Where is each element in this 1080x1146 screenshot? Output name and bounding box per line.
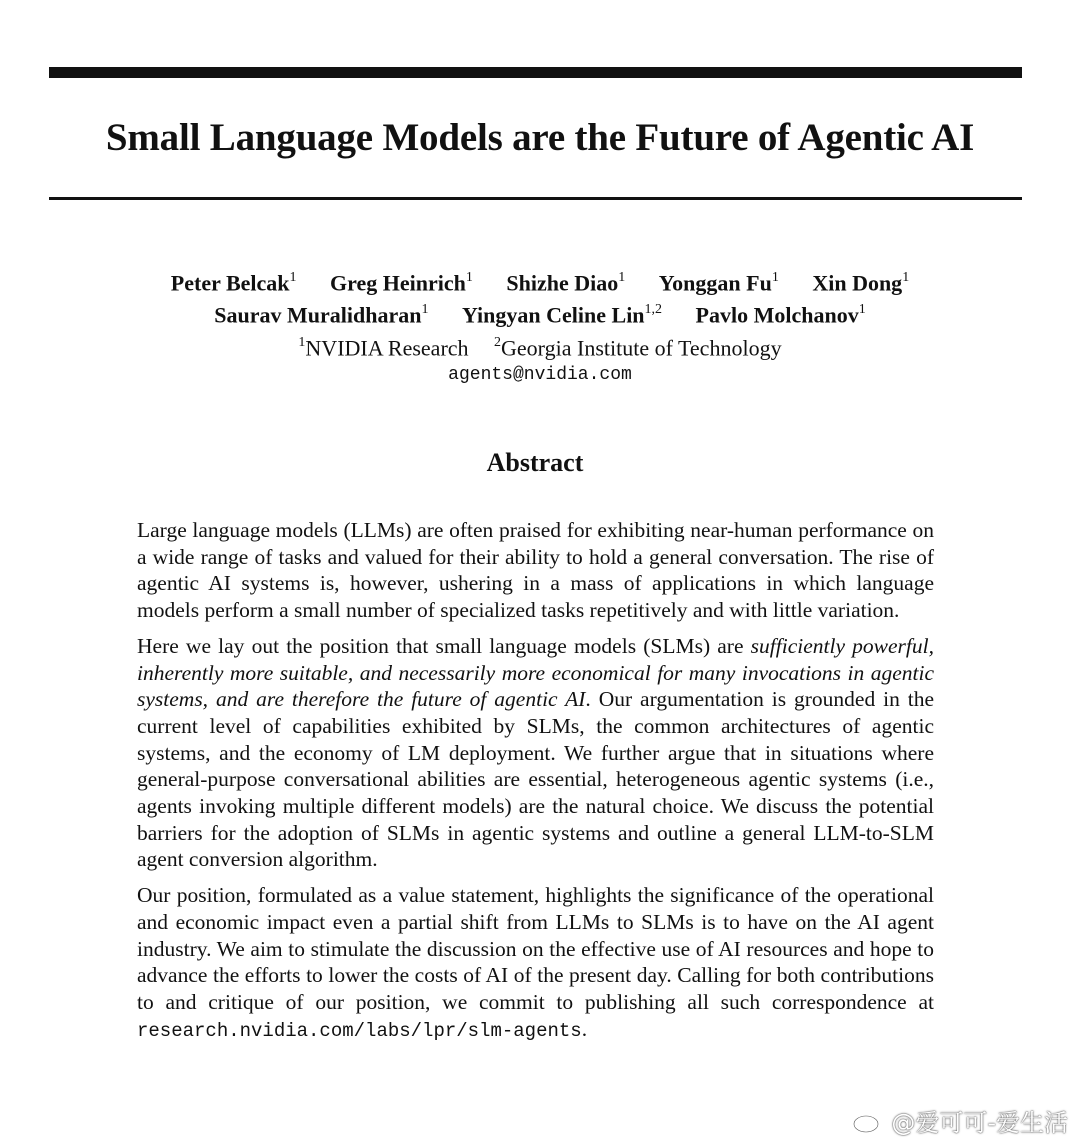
- contact-email[interactable]: agents@nvidia.com: [448, 364, 632, 385]
- abstract-paragraph-1: Large language models (LLMs) are often praised for exhibiting near-human performance on a wide range of tasks and valued for their ability to hold a general conversation. The rise of agentic AI systems is, however, ushering in a mass of applications in which language models perform a small number of specialized tasks repetitively and with little variation.: [137, 518, 934, 623]
- abstract-body: [137, 517, 934, 1053]
- author-name: Xin Dong$^1$: [812, 270, 910, 296]
- watermark-text: @爱可可-爱生活: [891, 1109, 1068, 1137]
- author-line-2: [0, 297, 1080, 329]
- title-bottom-rule: [49, 197, 1022, 200]
- abstract-paragraph-3: Our position, formulated as a value statement, highlights the significance of the operational and economic impact even a partial shift from LLMs to SLMs is to have on the AI agent industry. We aim to stimulate the discussion on the effective use of AI resources and hope to advance the efforts to lower the costs of AI of the present day. Calling for both contributions to and critique of our position, we commit to publishing all such correspondence at research.nvidia.com/labs/lpr/slm-agents.: [137, 883, 934, 1042]
- position-statement: sufficiently powerful, inherently more suitable, and necessarily more economical for many invocations in agentic systems, and are therefore the future of agentic AI: [137, 633, 934, 712]
- abstract-heading: Abstract: [486, 448, 584, 477]
- watermark: [851, 1103, 1068, 1138]
- project-url[interactable]: research.nvidia.com/labs/lpr/slm-agents: [137, 1019, 582, 1042]
- top-rule: [49, 67, 1022, 78]
- author-name: Peter Belcak$^1$: [170, 270, 297, 296]
- weibo-icon: [851, 1107, 887, 1135]
- paper-title: Small Language Models are the Future of Agentic AI: [105, 116, 975, 159]
- author-name: Shizhe Diao$^1$: [506, 270, 626, 296]
- author-name: Greg Heinrich$^1$: [330, 270, 473, 296]
- author-line-1: [0, 265, 1080, 297]
- author-name: Yingyan Celine Lin$^{1,2}$: [461, 302, 663, 328]
- author-name: Yonggan Fu$^1$: [658, 270, 779, 296]
- author-name: Pavlo Molchanov$^1$: [695, 302, 866, 328]
- affiliations: [0, 330, 1080, 362]
- author-block: [0, 265, 1080, 388]
- author-name: Saurav Muralidharan$^1$: [214, 302, 429, 328]
- abstract-paragraph-2: Here we lay out the position that small language models (SLMs) are sufficiently powerful, inherently more suitable, and necessarily more economical for many invocations in agentic systems, and are therefore the future of agentic AI. Our argumentation is grounded in the current level of capabilities exhibited by SLMs, the common architectures of agentic systems, and the economy of LM deployment. We further argue that in situations where general-purpose conversational abilities are essential, heterogeneous agentic systems (i.e., agents invoking multiple different models) are the natural choice. We discuss the potential barriers for the adoption of SLMs in agentic systems and outline a general LLM-to-SLM agent conversion algorithm.: [137, 633, 935, 872]
- affiliation: $^1$NVIDIA Research: [298, 334, 469, 360]
- affiliation: $^2$Georgia Institute of Technology: [494, 334, 782, 360]
